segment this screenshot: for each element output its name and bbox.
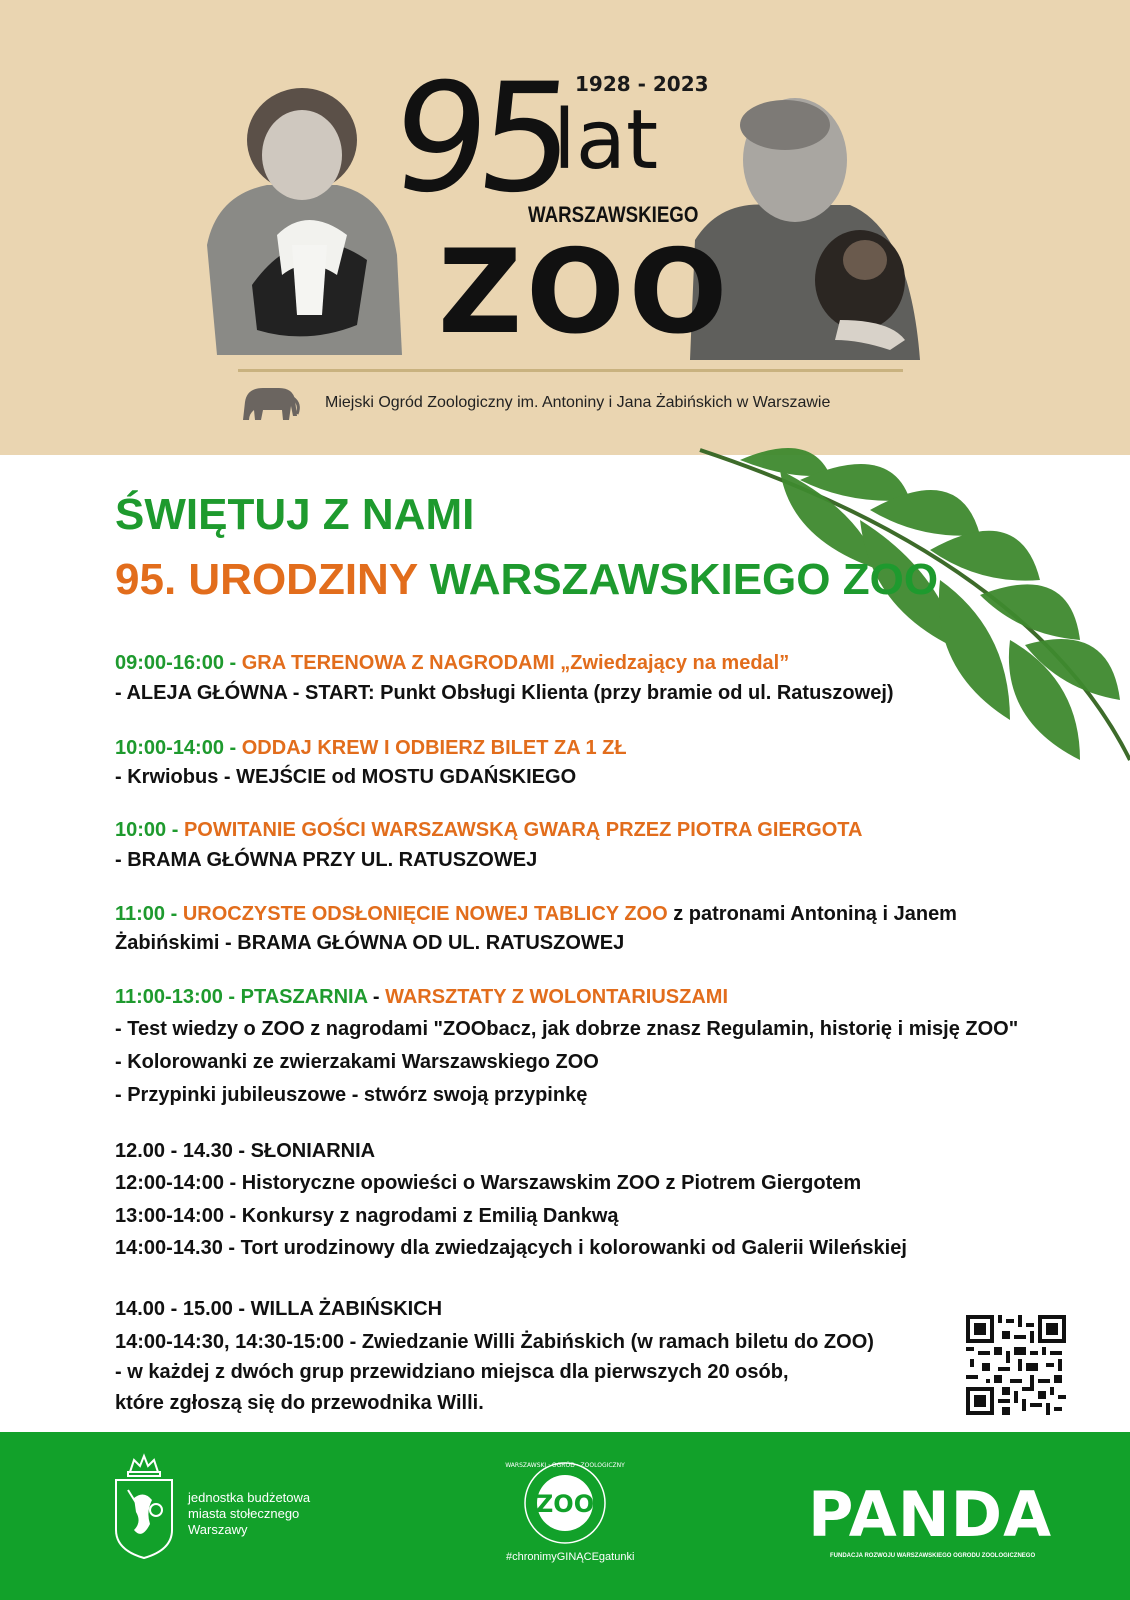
event-name-suffix: z patronami Antoniną i Janem [667,903,957,925]
event-time: 11:00 - [115,903,183,925]
hashtag: #chronimyGINĄCEgatunki [506,1551,635,1563]
zoo-badge-icon [505,1458,625,1548]
headline-anniversary: 95. URODZINY [115,555,430,604]
headline-line1: ŚWIĘTUJ Z NAMI [115,490,475,539]
event-6-detail: 12:00-14:00 - Historyczne opowieści o Warszawskim ZOO z Piotrem Giergotem [115,1172,862,1194]
lat-label: lat [553,93,659,188]
event-time: 10:00-14:00 - [115,737,242,759]
anniversary-number: 95 [383,52,574,226]
panda-logo: PANDA [808,1478,1053,1551]
years-label: 1928 - 2023 [575,72,709,96]
event-5-heading [115,986,728,1009]
event-2-detail: - Krwiobus - WEJŚCIE od MOSTU GDAŃSKIEGO [115,766,577,788]
crest-caption-line: miasta stołecznego [188,1506,300,1521]
header-banner [0,0,1130,455]
event-4-heading [115,903,957,926]
event-3-detail: - BRAMA GŁÓWNA PRZY UL. RATUSZOWEJ [115,849,538,871]
event-5-detail: - Przypinki jubileuszowe - stwórz swoją przypinkę [115,1084,588,1106]
event-time: 09:00-16:00 - [115,652,242,674]
headline-line2 [115,555,938,605]
event-3-heading [115,819,862,842]
event-4-detail: Żabińskimi - BRAMA GŁÓWNA OD UL. RATUSZOWEJ [115,932,625,954]
event-2-heading [115,737,627,760]
event-6-heading: 12.00 - 14.30 - SŁONIARNIA [115,1140,376,1162]
qr-code[interactable] [966,1315,1066,1415]
zoo-logo-text: ZOO [438,225,732,360]
elephant-icon [235,380,301,426]
event-time: 11:00-13:00 - PTASZARNIA [115,986,368,1008]
event-6-detail: 14:00-14.30 - Tort urodzinowy dla zwiedzających i kolorowanki od Galerii Wileńskiej [115,1237,907,1259]
event-name: POWITANIE GOŚCI WARSZAWSKĄ GWARĄ PRZEZ PIOTRA GIERGOTA [183,819,863,841]
event-name: WARSZTATY Z WOLONTARIUSZAMI [385,986,728,1008]
crest-caption [188,1490,310,1538]
event-1-heading [115,652,789,675]
event-7-detail: które zgłoszą się do przewodnika Willi. [115,1392,484,1414]
event-time: 10:00 - [115,819,184,841]
event-5-detail: - Test wiedzy o ZOO z nagrodami "ZOObacz, jak dobrze znasz Regulamin, historię i misję ZOO" [115,1018,1019,1040]
badge-mark: ZOO [535,1490,595,1518]
event-7-detail: - w każdej z dwóch grup przewidziano miejsca dla pierwszych 20 osób, [115,1361,789,1383]
event-7-detail: 14:00-14:30, 14:30-15:00 - Zwiedzanie Willi Żabińskich (w ramach biletu do ZOO) [115,1331,874,1353]
divider [238,369,903,372]
crest-caption-line: Warszawy [188,1522,248,1537]
crest-caption-line: jednostka budżetowa [188,1490,311,1505]
event-separator: - [367,986,386,1008]
event-5-detail: - Kolorowanki ze zwierzakami Warszawskiego ZOO [115,1051,599,1073]
event-6-detail: 13:00-14:00 - Konkursy z nagrodami z Emilią Dankwą [115,1205,619,1227]
event-7-heading: 14.00 - 15.00 - WILLA ŻABIŃSKICH [115,1298,443,1320]
event-name: ODDAJ KREW I ODBIERZ BILET ZA 1 ZŁ [241,737,627,759]
woman-with-badger-photo [197,85,407,355]
panda-foundation-name: FUNDACJA ROZWOJU WARSZAWSKIEGO OGRODU ZOOLOGICZNEGO [830,1553,1036,1559]
warszawskiego-label: WARSZAWSKIEGO [528,202,699,227]
badge-ring-text: WARSZAWSKI · OGRÓD · ZOOLOGICZNY [505,1462,625,1469]
zoo-full-name: Miejski Ogród Zoologiczny im. Antoniny i Jana Żabińskich w Warszawie [325,394,831,411]
headline-zoo: WARSZAWSKIEGO ZOO [429,555,939,604]
event-name: UROCZYSTE ODSŁONIĘCIE NOWEJ TABLICY ZOO [182,903,668,925]
warsaw-crest-icon [112,1450,176,1560]
event-name: GRA TERENOWA Z NAGRODAMI „Zwiedzający na medal” [241,652,790,674]
event-1-detail: - ALEJA GŁÓWNA - START: Punkt Obsługi Klienta (przy bramie od ul. Ratuszowej) [115,682,894,704]
